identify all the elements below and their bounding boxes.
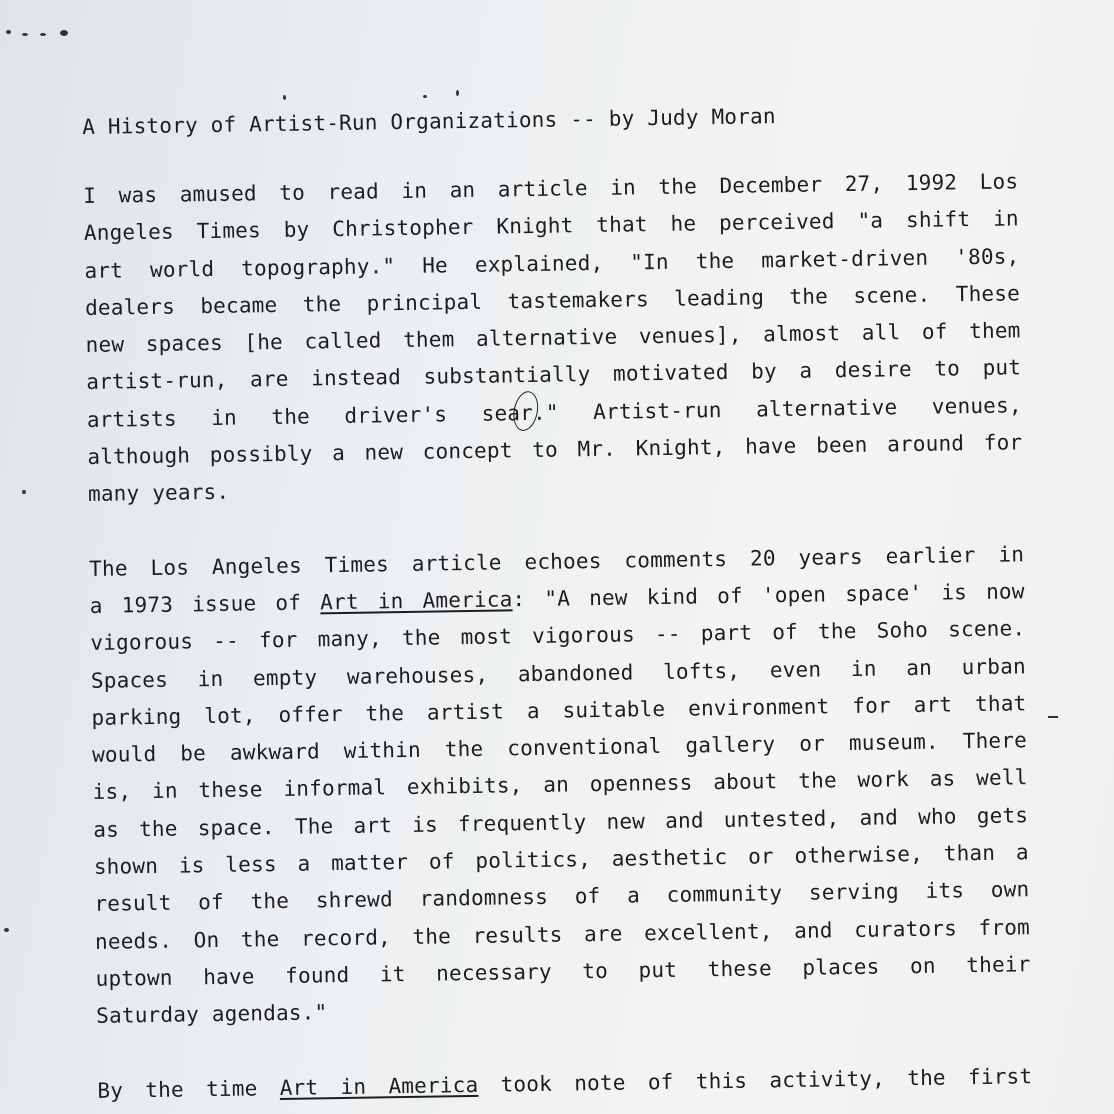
publication-title: Art in America [319,587,513,615]
ink-speck [22,490,26,494]
text-line: as the space. The art is frequently new and untested, and who gets [93,802,1029,842]
circled-correction: r [520,395,533,432]
text-line: uptown have found it necessary to put these places on their [95,952,1031,991]
ink-speck [4,928,9,932]
ink-speck [22,33,28,36]
ink-speck [40,33,46,36]
ink-speck [1048,716,1058,718]
text-line: result of the shrewd randomness of a community serving its own [94,877,1030,917]
typed-text [82,97,1033,1114]
ink-speck [423,95,427,98]
ink-speck [456,90,459,96]
text-line: new spaces [he called them alternative venues], almost all of them [85,318,1021,358]
text-fragment: ." Artist-run alternative venues, [532,393,1022,425]
text-fragment: took note of this activity, the first [478,1063,1033,1097]
text-line: Spaces in empty warehouses, abandoned lofts, even in an urban [90,653,1027,693]
text-fragment: : "A new kind of 'open space' is now [512,579,1025,612]
ink-speck [283,95,286,100]
text-line: although possibly a new concept to Mr. Knight, have been around for [87,430,1023,470]
text-fragment: artists in the driver's sea [86,400,521,432]
text-line: is, in these informal exhibits, an openness about the work as well [92,765,1028,805]
paragraph-1 [83,163,1023,513]
publication-title: Art in America [279,1072,479,1100]
text-line: artist-run, are instead substantially motivated by a desire to put [86,355,1022,395]
ink-speck [60,30,68,36]
text-line: shown is less a matter of politics, aesthetic or otherwise, than a [93,840,1029,879]
text-line: dealers became the principal tastemakers leading the scene. These [84,281,1021,320]
text-fragment: a 1973 issue of [89,590,321,618]
text-line: many years. [87,480,230,507]
text-line: needs. On the record, the results are excellent, and curators from [94,914,1031,954]
text-line: Saturday agendas." [96,1000,328,1029]
document-title: A History of Artist-Run Organizations -- by Judy Moran [82,104,776,139]
text-line: parking lot, offer the artist a suitable environment for art that [91,691,1027,730]
text-fragment: By the time [97,1075,280,1103]
text-line: vigorous -- for many, the most vigorous -- part of the Soho scene. [90,616,1026,656]
text-line: The Los Angeles Times article echoes comments 20 years earlier in [88,541,1025,581]
paragraph-2 [89,536,1032,1035]
text-line: would be awkward within the conventional gallery or museum. There [91,728,1028,768]
text-line [97,1058,1032,1110]
text-line: I was amused to read in an article in the December 27, 1992 Los [83,169,1019,208]
text-line: art world topography." He explained, "In the market-driven '80s, [84,243,1020,283]
text-line: Angeles Times by Christopher Knight that he perceived "a shift in [83,206,1019,246]
ink-speck [6,30,11,34]
paragraph-3 [97,1058,1032,1110]
